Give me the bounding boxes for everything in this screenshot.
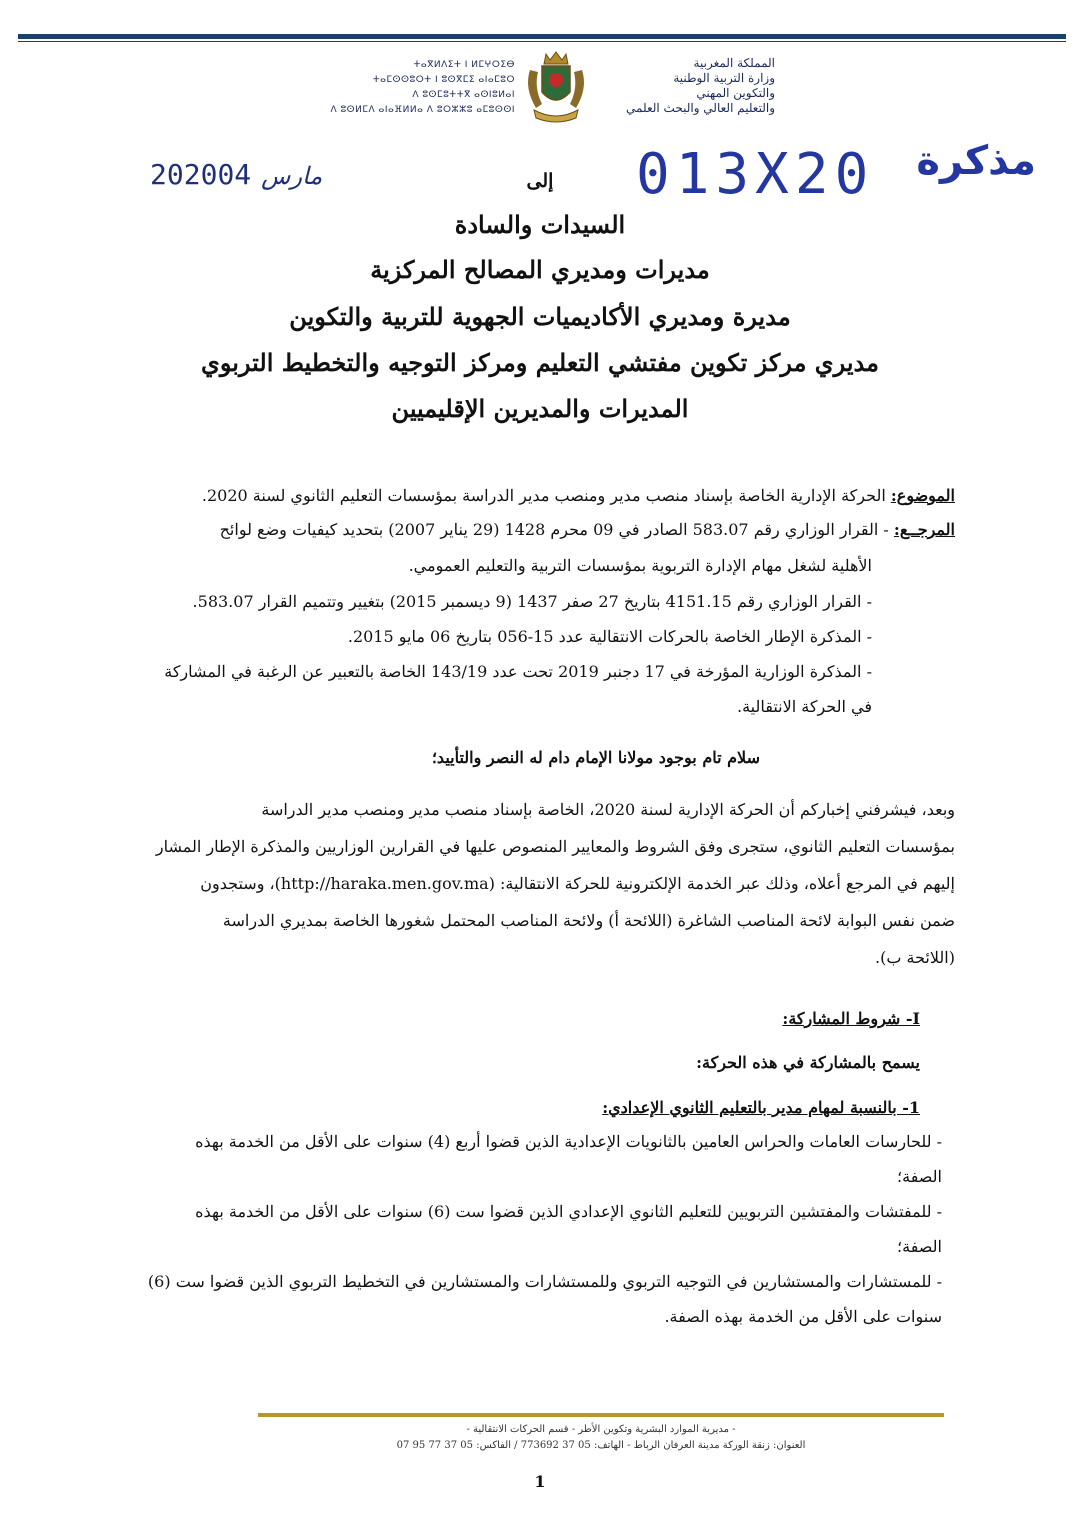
- reference-line: - المذكرة الوزارية المؤرخة في 17 دجنبر 2019 تحت عدد 143/19 الخاصة بالتعبير عن الرغبة في المشاركة: [164, 662, 872, 681]
- header-rule: [18, 34, 1066, 39]
- reference-line: [220, 520, 955, 539]
- footer-line: - مديرية الموارد البشرية وتكوين الأطر - قسم الحركات الانتقالية -: [466, 1424, 736, 1435]
- ministry-line: والتعليم العالي والبحث العلمي: [626, 101, 775, 115]
- paragraph-line: وبعد، فيشرفني إخباركم أن الحركة الإدارية لسنة 2020، الخاصة بإسناد منصب مدير ومنصب مدير الدراسة: [261, 800, 955, 819]
- to-label: إلى: [526, 170, 554, 192]
- footer-line: العنوان: زنقة الوركة مدينة العرفان الرباط - الهاتف: 05 37 773692 / الفاكس: 05 37 77 95 07: [396, 1440, 806, 1451]
- ministry-name-arabic: [575, 56, 775, 116]
- paragraph-line: بمؤسسات التعليم الثانوي، ستجرى وفق الشروط والمعايير المنصوص عليها في القرارين الوزاريين والمذكرة الإطار المشار: [155, 837, 955, 856]
- ministry-name-tifinagh: [315, 58, 515, 118]
- header-rule-thin: [18, 41, 1066, 42]
- ministry-line: والتكوين المهني: [696, 86, 775, 100]
- condition-line: - للمستشارات والمستشارين في التوجيه التربوي وللمستشارات والمستشارين في التخطيط التربوي الذين قضوا ست (6): [147, 1272, 942, 1291]
- paragraph-line: ضمن نفس البوابة لائحة المناصب الشاغرة (اللائحة أ) ولائحة المناصب المحتمل شغورها الخاصة بمديري الدراسة: [222, 911, 955, 930]
- ministry-line: ⵜⴰⴳⵍⴷⵉⵜ ⵏ ⵍⵎⵖⵔⵉⴱ: [413, 60, 515, 70]
- ministry-line: ⴷ ⵓⵙⵎⵓⵜⵜⴳ ⴰⵙⵏⵓⵍⴰⵏ: [412, 90, 515, 100]
- ministry-line: وزارة التربية الوطنية: [673, 71, 775, 85]
- ministry-line: ⵜⴰⵎⵙⵙⵓⵔⵜ ⵏ ⵓⵙⴳⵎⵉ ⴰⵏⴰⵎⵓⵔ: [372, 75, 515, 85]
- section-intro: يسمح بالمشاركة في هذه الحركة:: [696, 1053, 920, 1072]
- date-stamp: [150, 158, 340, 191]
- section-title: I- شروط المشاركة:: [782, 1009, 920, 1028]
- date-year: 2020: [150, 158, 218, 191]
- subject-label: الموضوع:: [890, 486, 955, 505]
- addressee-line: مديرة ومديري الأكاديميات الجهوية للتربية والتكوين: [289, 302, 791, 331]
- memo-word: مذكرة: [916, 138, 1036, 184]
- reference-label: المرجــع:: [893, 520, 955, 539]
- ministry-line: ⴷ ⵓⵙⵍⵎⴷ ⴰⵏⴰⴼⵍⵍⴰ ⴷ ⵓⵔⵣⵣⵓ ⴰⵎⵓⵙⵙⵏ: [330, 105, 515, 115]
- reference-line: في الحركة الانتقالية.: [736, 697, 872, 716]
- reference-line: - القرار الوزاري رقم 4151.15 بتاريخ 27 صفر 1437 (9 ديسمبر 2015) بتغيير وتتميم القرار 583.07.: [192, 592, 872, 611]
- addressee-line: السيدات والسادة: [454, 210, 626, 239]
- subsection-title: 1- بالنسبة لمهام مدير بالتعليم الثانوي الإعدادي:: [602, 1098, 920, 1117]
- addressee-line: المديرات والمديرين الإقليميين: [391, 394, 689, 423]
- addressee-line: مديري مركز تكوين مفتشي التعليم ومركز التوجيه والتخطيط التربوي: [201, 348, 879, 377]
- memo-stamp: [636, 138, 1036, 208]
- paragraph-line: (اللائحة ب).: [875, 948, 955, 967]
- condition-line: - للحارسات العامات والحراس العامين بالثانويات الإعدادية الذين قضوا أربع (4) سنوات على الأقل من الخدمة بهذه: [195, 1132, 942, 1151]
- addressee-line: مديرات ومديري المصالح المركزية: [370, 255, 710, 284]
- reference-text: - القرار الوزاري رقم 583.07 الصادر في 09 محرم 1428 (29 يناير 2007) بتحديد كيفيات وضع لوائح: [219, 520, 889, 539]
- reference-line: - المذكرة الإطار الخاصة بالحركات الانتقالية عدد 15-056 بتاريخ 06 مايو 2015.: [347, 627, 872, 646]
- condition-line: الصفة؛: [897, 1237, 942, 1256]
- paragraph-line: إليهم في المرجع أعلاه، وذلك عبر الخدمة الإلكترونية للحركة الانتقالية: (http://haraka.men.gov.ma)، وستجدون: [200, 874, 955, 893]
- coat-of-arms-icon: [516, 48, 596, 128]
- condition-line: - للمفتشات والمفتشين التربويين للتعليم الثانوي الإعدادي الذين قضوا ست (6) سنوات على الأقل من الخدمة بهذه: [195, 1202, 942, 1221]
- date-day: 04: [217, 158, 252, 191]
- subject-line: [202, 486, 955, 505]
- condition-line: سنوات على الأقل من الخدمة بهذه الصفة.: [664, 1307, 942, 1326]
- date-month: مارس: [261, 162, 323, 190]
- condition-line: الصفة؛: [897, 1167, 942, 1186]
- subject-text: الحركة الإدارية الخاصة بإسناد منصب مدير ومنصب مدير الدراسة بمؤسسات التعليم الثانوي لسنة 2020.: [201, 486, 886, 505]
- memo-number: 013X20: [636, 142, 875, 207]
- ministry-line: المملكة المغربية: [693, 56, 775, 70]
- greeting: سلام تام بوجود مولانا الإمام دام له النصر والتأييد؛: [431, 748, 760, 767]
- reference-line: الأهلية لشغل مهام الإدارة التربوية بمؤسسات التربية والتعليم العمومي.: [408, 556, 872, 575]
- page-number: 1: [534, 1472, 546, 1491]
- footer-rule: [258, 1413, 944, 1417]
